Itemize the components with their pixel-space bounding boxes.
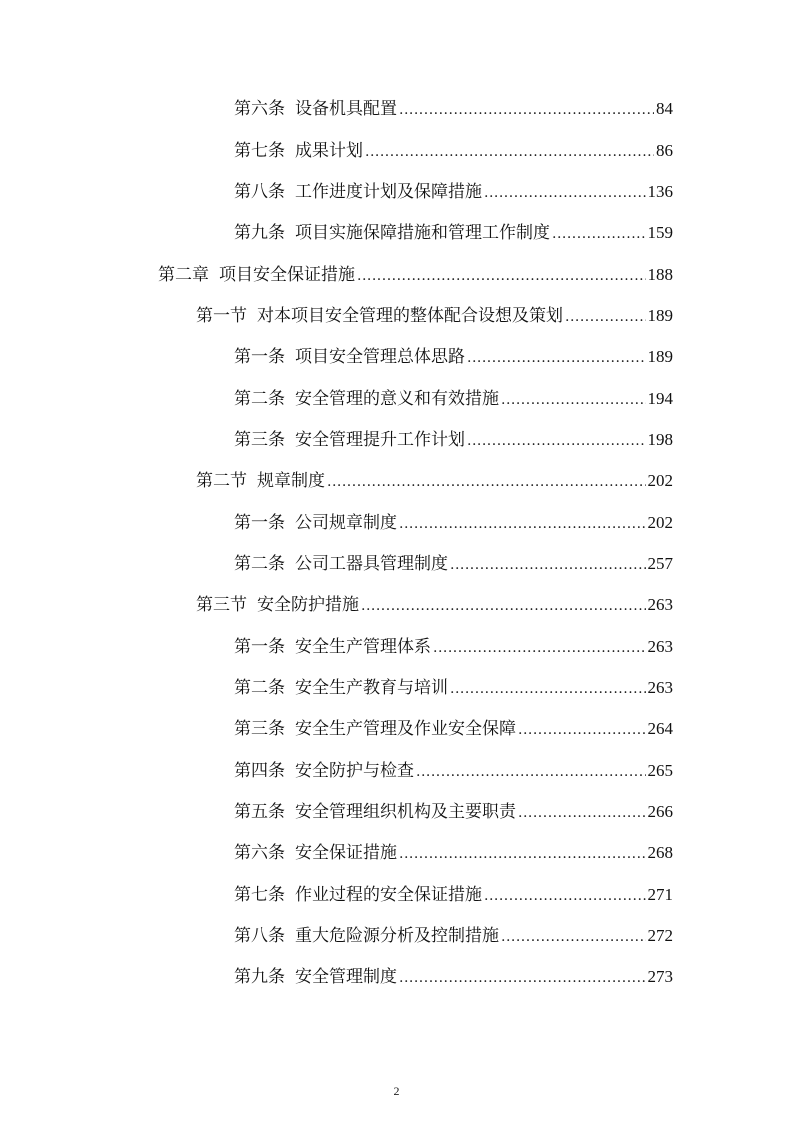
- toc-dot-leader: [518, 710, 646, 751]
- toc-entry[interactable]: [0, 89, 793, 130]
- toc-dot-leader: [361, 586, 646, 627]
- toc-entry[interactable]: [0, 833, 793, 874]
- toc-entry-page: 273: [647, 967, 673, 987]
- toc-entry-title: 安全保证措施: [295, 843, 397, 864]
- toc-entry-page: 86: [656, 140, 673, 160]
- toc-entry-page: 202: [647, 471, 673, 491]
- toc-entry-title: 安全管理组织机构及主要职责: [295, 802, 516, 823]
- toc-entry-title: 安全管理制度: [295, 967, 397, 988]
- toc-entry-page: 84: [656, 99, 673, 119]
- toc-entry-title: 安全管理的意义和有效措施: [295, 388, 499, 409]
- toc-entry[interactable]: [0, 378, 793, 419]
- toc-dot-leader: [565, 297, 646, 338]
- toc-dot-leader: [552, 214, 646, 255]
- toc-dot-leader: [399, 504, 646, 545]
- toc-entry-number: 第七条: [234, 884, 285, 905]
- toc-entry[interactable]: [0, 544, 793, 585]
- toc-entry[interactable]: [0, 420, 793, 461]
- toc-entry[interactable]: [0, 751, 793, 792]
- toc-entry[interactable]: [0, 626, 793, 667]
- toc-entry-page: 271: [647, 884, 673, 904]
- toc-entry-section[interactable]: [0, 461, 793, 502]
- toc-entry-number: 第三节: [196, 595, 247, 616]
- toc-entry-page: 136: [647, 181, 673, 201]
- table-of-contents: [0, 89, 793, 999]
- toc-dot-leader: [450, 545, 646, 586]
- toc-entry-title: 作业过程的安全保证措施: [295, 884, 482, 905]
- toc-entry-page: 263: [647, 677, 673, 697]
- toc-entry-title: 安全生产管理及作业安全保障: [295, 719, 516, 740]
- toc-dot-leader: [327, 462, 646, 503]
- toc-dot-leader: [357, 256, 646, 297]
- toc-entry-page: 264: [647, 719, 673, 739]
- toc-entry-title: 成果计划: [295, 140, 363, 161]
- toc-entry-title: 重大危险源分析及控制措施: [295, 926, 499, 947]
- toc-entry-number: 第八条: [234, 181, 285, 202]
- toc-entry-number: 第二条: [234, 553, 285, 574]
- toc-entry[interactable]: [0, 875, 793, 916]
- toc-entry-number: 第六条: [234, 99, 285, 120]
- toc-entry-title: 安全管理提升工作计划: [295, 429, 465, 450]
- toc-entry[interactable]: [0, 337, 793, 378]
- toc-dot-leader: [467, 421, 646, 462]
- toc-entry-page: 265: [647, 760, 673, 780]
- toc-entry-title: 设备机具配置: [295, 99, 397, 120]
- toc-entry-title: 安全生产管理体系: [295, 636, 431, 657]
- toc-entry-page: 198: [647, 429, 673, 449]
- toc-entry-title: 公司规章制度: [295, 512, 397, 533]
- toc-entry[interactable]: [0, 916, 793, 957]
- toc-entry-title: 项目安全保证措施: [219, 264, 355, 285]
- toc-entry-section[interactable]: [0, 296, 793, 337]
- toc-entry-page: 189: [647, 347, 673, 367]
- toc-dot-leader: [450, 669, 646, 710]
- toc-entry-number: 第九条: [234, 967, 285, 988]
- toc-entry-page: 266: [647, 802, 673, 822]
- toc-entry-number: 第四条: [234, 760, 285, 781]
- toc-entry[interactable]: [0, 502, 793, 543]
- toc-entry-title: 工作进度计划及保障措施: [295, 181, 482, 202]
- toc-entry-title: 安全防护与检查: [295, 760, 414, 781]
- toc-entry[interactable]: [0, 957, 793, 998]
- toc-entry-page: 272: [647, 926, 673, 946]
- toc-entry-page: 159: [647, 223, 673, 243]
- toc-entry-page: 263: [647, 595, 673, 615]
- toc-dot-leader: [467, 338, 646, 379]
- toc-dot-leader: [518, 793, 646, 834]
- toc-entry[interactable]: [0, 213, 793, 254]
- toc-entry-number: 第八条: [234, 926, 285, 947]
- toc-entry-number: 第二条: [234, 388, 285, 409]
- toc-entry-section[interactable]: [0, 585, 793, 626]
- toc-dot-leader: [501, 380, 646, 421]
- toc-entry-number: 第一条: [234, 347, 285, 368]
- toc-entry[interactable]: [0, 668, 793, 709]
- toc-entry-page: 194: [647, 388, 673, 408]
- toc-dot-leader: [501, 917, 646, 958]
- toc-entry-number: 第五条: [234, 802, 285, 823]
- toc-entry-number: 第二章: [158, 264, 209, 285]
- toc-entry-number: 第二节: [196, 471, 247, 492]
- toc-entry-number: 第一条: [234, 512, 285, 533]
- page-number: 2: [393, 1084, 400, 1098]
- toc-entry-title: 规章制度: [257, 471, 325, 492]
- toc-entry-title: 安全防护措施: [257, 595, 359, 616]
- toc-entry-number: 第一节: [196, 305, 247, 326]
- toc-entry-page: 263: [647, 636, 673, 656]
- toc-entry-title: 公司工器具管理制度: [295, 553, 448, 574]
- toc-dot-leader: [365, 132, 654, 173]
- toc-dot-leader: [399, 90, 654, 131]
- toc-entry-title: 项目安全管理总体思路: [295, 347, 465, 368]
- toc-entry-number: 第九条: [234, 223, 285, 244]
- toc-entry-number: 第六条: [234, 843, 285, 864]
- toc-entry-chapter[interactable]: [0, 254, 793, 295]
- toc-entry[interactable]: [0, 130, 793, 171]
- toc-entry-title: 安全生产教育与培训: [295, 677, 448, 698]
- toc-entry-page: 257: [647, 553, 673, 573]
- toc-entry-number: 第一条: [234, 636, 285, 657]
- toc-entry-title: 对本项目安全管理的整体配合设想及策划: [257, 305, 563, 326]
- toc-entry-number: 第七条: [234, 140, 285, 161]
- toc-dot-leader: [416, 752, 646, 793]
- toc-entry-page: 189: [647, 305, 673, 325]
- toc-entry[interactable]: [0, 709, 793, 750]
- toc-entry-page: 188: [647, 264, 673, 284]
- toc-entry-title: 项目实施保障措施和管理工作制度: [295, 223, 550, 244]
- toc-entry[interactable]: [0, 792, 793, 833]
- toc-entry-page: 268: [647, 843, 673, 863]
- toc-dot-leader: [399, 958, 646, 999]
- toc-entry[interactable]: [0, 172, 793, 213]
- toc-dot-leader: [433, 628, 646, 669]
- toc-dot-leader: [399, 834, 646, 875]
- toc-entry-number: 第二条: [234, 677, 285, 698]
- toc-entry-page: 202: [647, 512, 673, 532]
- toc-dot-leader: [484, 173, 646, 214]
- toc-entry-number: 第三条: [234, 429, 285, 450]
- toc-dot-leader: [484, 876, 646, 917]
- toc-entry-number: 第三条: [234, 719, 285, 740]
